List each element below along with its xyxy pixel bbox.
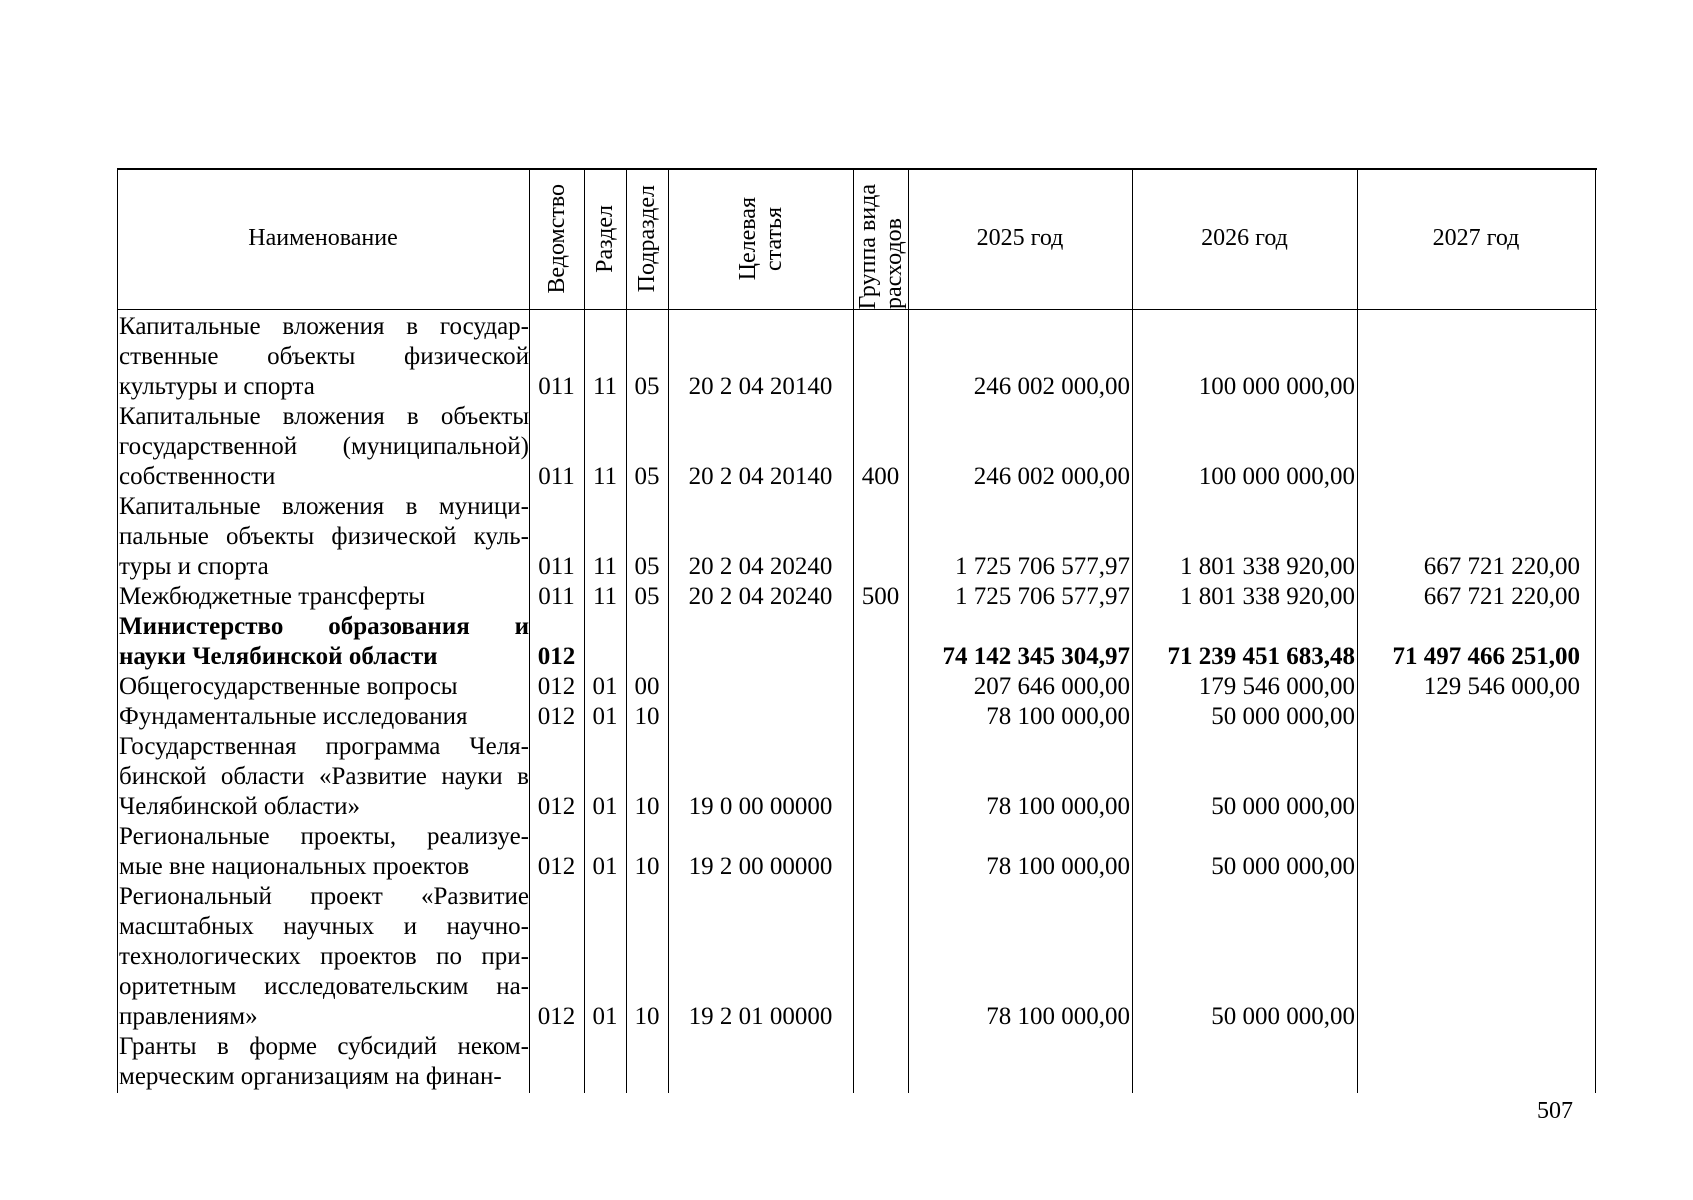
- row-2025: 1 725 706 577,97: [955, 583, 1130, 610]
- header-gruppa: [853, 168, 908, 309]
- row-razdel: 01: [592, 1003, 618, 1030]
- header-2025: [908, 168, 1132, 309]
- header-2026: [1132, 168, 1357, 309]
- row-razdel: 01: [592, 793, 618, 820]
- header-razdel: [584, 168, 626, 309]
- row-name: [117, 672, 529, 702]
- budget-table: [117, 168, 1597, 1093]
- row-razdel: 01: [592, 703, 618, 730]
- row-vedomstvo: 012: [537, 673, 576, 700]
- row-name: [117, 1032, 529, 1092]
- row-name-line: мерческим организациям на финан-: [119, 1063, 502, 1090]
- row-podrazdel: 05: [634, 583, 660, 610]
- row-name-line: правлениям»: [119, 1003, 258, 1030]
- row-2025: 78 100 000,00: [986, 703, 1130, 730]
- row-razdel: 01: [592, 673, 618, 700]
- row-name: [117, 492, 529, 582]
- row-name: [117, 612, 529, 672]
- row-celevaya-statya: 20 2 04 20240: [688, 583, 833, 610]
- row-podrazdel: 10: [634, 853, 660, 880]
- table-row: [117, 582, 1597, 612]
- table-row: [117, 402, 1597, 492]
- row-2027: 667 721 220,00: [1423, 583, 1580, 610]
- row-name-line: Государственная программа Челя-: [119, 733, 529, 760]
- row-name-line: ственные объекты физической: [119, 343, 529, 370]
- row-name-line: государственной (муниципальной): [119, 433, 529, 460]
- table-row: [117, 882, 1597, 1032]
- header-podrazdel-text: Подраздел: [634, 184, 660, 293]
- row-2025: 246 002 000,00: [973, 373, 1130, 400]
- row-razdel: 11: [592, 373, 618, 400]
- row-name-line: Общегосударственные вопросы: [119, 673, 458, 700]
- row-gruppa: 500: [861, 583, 900, 610]
- row-name-line: Капитальные вложения в объекты: [119, 403, 529, 430]
- row-celevaya-statya: 20 2 04 20140: [688, 373, 833, 400]
- row-vedomstvo: 012: [537, 643, 576, 670]
- row-podrazdel: 10: [634, 703, 660, 730]
- row-celevaya-statya: 19 0 00 00000: [688, 793, 833, 820]
- row-2027: 667 721 220,00: [1423, 553, 1580, 580]
- row-vedomstvo: 012: [537, 793, 576, 820]
- row-name-line: Капитальные вложения в муници-: [119, 493, 529, 520]
- row-2026: 50 000 000,00: [1211, 1003, 1355, 1030]
- row-name-line: мые вне национальных проектов: [119, 853, 470, 880]
- row-podrazdel: 10: [634, 1003, 660, 1030]
- row-name: [117, 822, 529, 882]
- row-name-line: пальные объекты физической куль-: [119, 523, 529, 550]
- table-row: [117, 702, 1597, 732]
- table-body: [117, 312, 1597, 1092]
- header-podrazdel: [626, 168, 668, 309]
- row-razdel: 01: [592, 853, 618, 880]
- header-gruppa-line2: расходов: [880, 218, 907, 309]
- row-name-line: оритетным исследовательским на-: [119, 973, 529, 1000]
- table-row: [117, 492, 1597, 582]
- row-2026: 1 801 338 920,00: [1180, 553, 1355, 580]
- row-2026: 50 000 000,00: [1211, 703, 1355, 730]
- header-name: [117, 168, 529, 309]
- row-podrazdel: 05: [634, 373, 660, 400]
- table-row: [117, 822, 1597, 882]
- row-2025: 246 002 000,00: [973, 463, 1130, 490]
- row-2026: 100 000 000,00: [1198, 463, 1355, 490]
- header-celevaya-line1: Целевая: [734, 196, 761, 281]
- row-podrazdel: 05: [634, 463, 660, 490]
- row-vedomstvo: 012: [537, 1003, 576, 1030]
- row-name-line: собственности: [119, 463, 276, 490]
- header-celevaya-statya: [668, 168, 853, 309]
- row-name: [117, 732, 529, 822]
- header-2025-text: 2025 год: [976, 225, 1064, 251]
- row-2025: 207 646 000,00: [973, 673, 1130, 700]
- row-celevaya-statya: 20 2 04 20140: [688, 463, 833, 490]
- row-podrazdel: 00: [634, 673, 660, 700]
- row-name-line: Региональные проекты, реализуе-: [119, 823, 529, 850]
- row-celevaya-statya: 19 2 01 00000: [688, 1003, 833, 1030]
- row-name-line: Региональный проект «Развитие: [119, 883, 529, 910]
- row-vedomstvo: 012: [537, 853, 576, 880]
- row-vedomstvo: 012: [537, 703, 576, 730]
- row-2027: 71 497 466 251,00: [1392, 643, 1580, 670]
- row-2026: 71 239 451 683,48: [1167, 643, 1355, 670]
- row-name-line: Гранты в форме субсидий неком-: [119, 1033, 529, 1060]
- row-name: [117, 312, 529, 402]
- table-row: [117, 612, 1597, 672]
- row-2025: 78 100 000,00: [986, 853, 1130, 880]
- header-2026-text: 2026 год: [1201, 225, 1288, 251]
- row-name-line: Фундаментальные исследования: [119, 703, 468, 730]
- row-vedomstvo: 011: [538, 553, 575, 580]
- header-name-text: Наименование: [248, 225, 398, 251]
- page-number: 507: [1537, 1098, 1573, 1124]
- table-row: [117, 312, 1597, 402]
- row-vedomstvo: 011: [538, 583, 575, 610]
- header-razdel-text: Раздел: [592, 204, 618, 273]
- row-2025: 74 142 345 304,97: [942, 643, 1130, 670]
- row-name-line: Межбюджетные трансферты: [119, 583, 426, 610]
- row-celevaya-statya: 19 2 00 00000: [688, 853, 833, 880]
- row-vedomstvo: 011: [538, 463, 575, 490]
- row-razdel: 11: [592, 583, 618, 610]
- header-celevaya-line2: статья: [760, 206, 787, 271]
- row-name-line: бинской области «Развитие науки в: [119, 763, 529, 790]
- header-2027-text: 2027 год: [1432, 225, 1520, 251]
- table-row: [117, 732, 1597, 822]
- row-name: [117, 402, 529, 492]
- header-gruppa-line1: Группа вида: [854, 183, 881, 309]
- header-2027: [1357, 168, 1595, 309]
- row-2026: 179 546 000,00: [1198, 673, 1355, 700]
- row-2025: 78 100 000,00: [986, 1003, 1130, 1030]
- row-name: [117, 702, 529, 732]
- row-name-line: Министерство образования и: [119, 613, 529, 640]
- row-razdel: 11: [592, 463, 618, 490]
- row-gruppa: 400: [861, 463, 900, 490]
- row-2025: 1 725 706 577,97: [955, 553, 1130, 580]
- row-razdel: 11: [592, 553, 618, 580]
- row-name-line: культуры и спорта: [119, 373, 315, 400]
- row-2026: 50 000 000,00: [1211, 793, 1355, 820]
- row-name-line: технологических проектов по при-: [119, 943, 529, 970]
- row-2026: 100 000 000,00: [1198, 373, 1355, 400]
- row-name-line: Челябинской области»: [119, 793, 360, 820]
- row-name-line: масштабных научных и научно-: [119, 913, 529, 940]
- row-2025: 78 100 000,00: [986, 793, 1130, 820]
- row-2027: 129 546 000,00: [1423, 673, 1580, 700]
- row-name-line: науки Челябинской области: [119, 643, 438, 670]
- table-row: [117, 672, 1597, 702]
- row-vedomstvo: 011: [538, 373, 575, 400]
- row-podrazdel: 05: [634, 553, 660, 580]
- header-vedomstvo-text: Ведомство: [543, 183, 570, 294]
- row-podrazdel: 10: [634, 793, 660, 820]
- row-name: [117, 582, 529, 612]
- table-row: [117, 1032, 1597, 1092]
- row-2026: 50 000 000,00: [1211, 853, 1355, 880]
- header-vedomstvo: [529, 168, 584, 309]
- row-name-line: туры и спорта: [119, 553, 269, 580]
- row-celevaya-statya: 20 2 04 20240: [688, 553, 833, 580]
- row-name: [117, 882, 529, 1032]
- row-2026: 1 801 338 920,00: [1180, 583, 1355, 610]
- row-name-line: Капитальные вложения в государ-: [119, 313, 529, 340]
